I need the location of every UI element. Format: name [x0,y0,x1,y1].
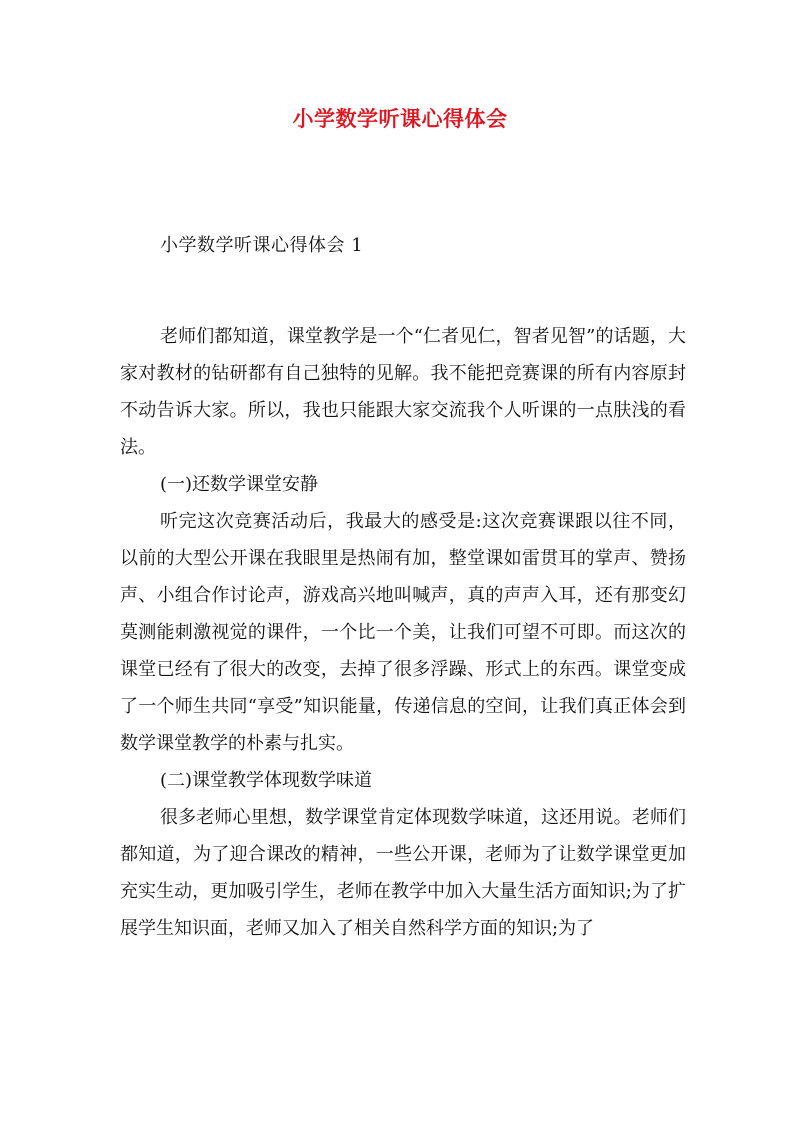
document-title: 小学数学听课心得体会 [292,106,508,131]
section-heading-2: (二)课堂教学体现数学味道 [160,770,373,791]
document-subtitle: 小学数学听课心得体会 1 [160,235,364,256]
paragraph-section-1: 听完这次竞赛活动后，我最大的感受是:这次竞赛课跟以往不同，以前的大型公开课在我眼里是热闹有加，整堂课如雷贯耳的掌声、赞扬声、小组合作讨论声，游戏高兴地叫喊声，真的声声入耳，还有那变幻莫测能刺激视觉的课件，一个比一个美，让我们可望不可即。而这次的课堂已经有了很大的改变，去掉了很多浮躁、形式上的东西。课堂变成了一个师生共同“享受”知识能量，传递信息的空间，让我们真正体会到数学课堂教学的朴素与扎实。 [120,511,686,754]
section-heading-1: (一)还数学课堂安静 [160,474,319,495]
paragraph-section-2: 很多老师心里想，数学课堂肯定体现数学味道，这还用说。老师们都知道，为了迎合课改的精神，一些公开课，老师为了让数学课堂更加充实生动，更加吸引学生，老师在教学中加入大量生活方面知识;为了扩展学生知识面，老师又加入了相关自然科学方面的知识;为了 [120,807,686,939]
document-body [120,318,686,947]
paragraph-intro: 老师们都知道，课堂教学是一个“仁者见仁，智者见智”的话题，大家对教材的钻研都有自己独特的见解。我不能把竞赛课的所有内容原封不动告诉大家。所以，我也只能跟大家交流我个人听课的一点肤浅的看法。 [120,326,686,458]
